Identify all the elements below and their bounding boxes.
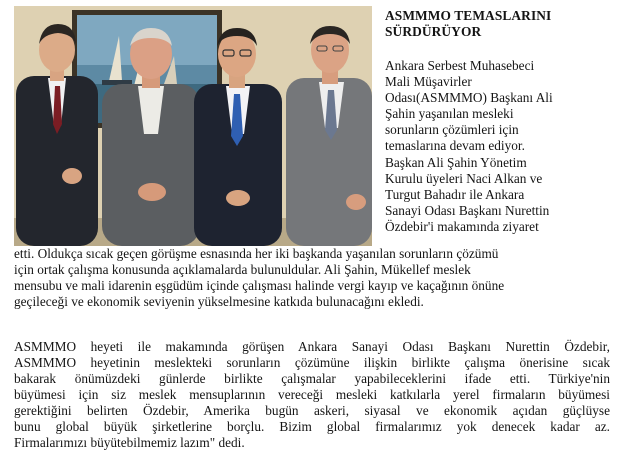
body-line: Başkan Ali Şahin Yönetim [385, 154, 527, 170]
body-line: temaslarına devam ediyor. [385, 138, 525, 154]
article-side-column [385, 58, 611, 235]
body-line: sorunların çözümleri için [385, 122, 519, 138]
body-line: ASMMMO heyeti ile makamında görüşen Ankara Sanayi Odası Başkanı Nurettin Özdebir, [14, 339, 610, 354]
body-line: Sanayi Odası Başkanı Nurettin [385, 202, 550, 218]
news-photo [14, 6, 372, 246]
body-line: Şahin yaşanılan mesleki [385, 106, 514, 122]
body-line: için ortak çalışma konusunda açıklamalarda bulunuldular. Ali Şahin, Mükellef meslek [14, 262, 471, 277]
headline-line-2: SÜRDÜRÜYOR [385, 24, 482, 39]
body-line: geçileceği ve ekonomik seviyenin yükselmesine katkıda bulunacağını ekledi. [14, 294, 424, 309]
body-line: Ankara Serbest Muhasebeci [385, 58, 535, 73]
article-headline [385, 8, 611, 40]
body-line: etti. Oldukça sıcak geçen görüşme esnasında her iki başkanda yaşanılan sorunların çözümü [14, 246, 499, 261]
body-line: Turgut Bahadır ile Ankara [385, 186, 525, 202]
article-paragraph-2 [14, 339, 610, 451]
body-line: bunu global büyük şirketlerine borçlu. Bizim global firmalarımız yok denecek kadar az. [14, 419, 610, 434]
body-line: büyümesi için siz meslek mensuplarının vereceği mesleki katkılarla yerel firmaların büyümesi [14, 387, 610, 402]
body-line: mensubu ve mali idarenin eşgüdüm içinde çalışması halinde vergi kayıp ve kaçağının önüne [14, 278, 505, 293]
body-line: Odası(ASMMMO) Başkanı Ali [385, 90, 553, 106]
headline-line-1: ASMMMO TEMASLARINI [385, 8, 552, 23]
body-line: ASMMMO heyetinin meslekteki sorunların çözümüne ilişkin birlikte çalışma önerisine sıcak [14, 355, 610, 370]
body-line: gerektiğini belirten Özdebir, Amerika bugün askeri, siyasal ve ekonomik açıdan güçlüyse [14, 403, 610, 418]
body-line: bakarak önümüzdeki günlerde birlikte çalışmalar yapabileceklerini ifade etti. Türkiye'nin [14, 371, 610, 386]
body-line: Mali Müşavirler [385, 74, 472, 90]
body-line: Kurulu üyeleri Naci Alkan ve [385, 170, 543, 186]
body-line: Özdebir'i makamında ziyaret [385, 218, 539, 234]
body-line: Firmalarımızı büyütebilmemiz lazım" dedi. [14, 435, 245, 450]
